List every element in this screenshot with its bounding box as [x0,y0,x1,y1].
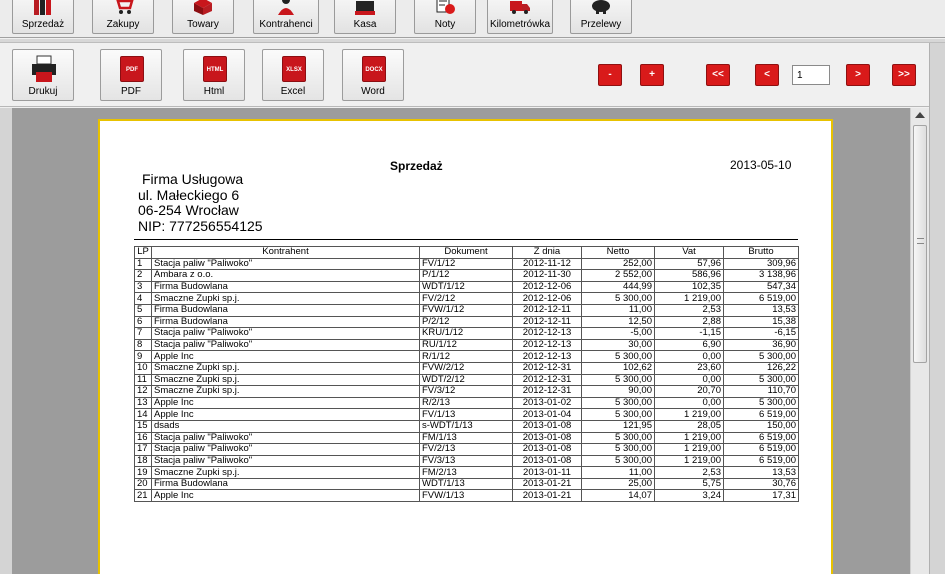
table-row [135,397,799,409]
table-row [135,351,799,363]
table-row [135,374,799,386]
table-row [135,362,799,374]
table-cell: 1 219,00 [655,455,724,467]
table-cell: FV/2/13 [420,444,513,456]
grip-icon [917,238,924,244]
table-cell: 12 [135,386,152,398]
table-cell: 5 300,00 [582,432,655,444]
table-row [135,328,799,340]
table-cell: 15 [135,420,152,432]
table-cell: 1 [135,258,152,270]
table-cell: -6,15 [724,328,799,340]
zoom-out-button[interactable]: - [598,64,622,86]
table-cell: 14 [135,409,152,421]
box-icon [192,0,214,15]
table-cell: FVW/1/13 [420,490,513,502]
table-cell: Smaczne Zupki sp.j. [152,362,420,374]
table-row [135,316,799,328]
table-cell: 5 [135,304,152,316]
contractors-label: Kontrahenci [259,19,313,30]
table-cell: 1 219,00 [655,444,724,456]
table-row [135,432,799,444]
purchases-button[interactable] [92,0,154,34]
table-cell: 6 519,00 [724,293,799,305]
table-cell: Stacja paliw "Paliwoko" [152,444,420,456]
last-page-button[interactable]: >> [892,64,916,86]
table-row [135,270,799,282]
table-cell: 2013-01-08 [513,420,582,432]
report-page [98,119,833,574]
table-row [135,304,799,316]
table-cell: Ambara z o.o. [152,270,420,282]
table-cell: 5 300,00 [724,351,799,363]
table-cell: 11,00 [582,304,655,316]
table-cell: 2013-01-02 [513,397,582,409]
excel-label: Excel [280,86,306,97]
table-cell: 2012-12-06 [513,281,582,293]
table-cell: 9 [135,351,152,363]
table-cell: 586,96 [655,270,724,282]
table-cell: 5 300,00 [582,455,655,467]
html-file-icon: HTML [203,56,227,82]
excel-export-button[interactable] [262,49,324,101]
table-cell: 2013-01-04 [513,409,582,421]
table-cell: Stacja paliw "Paliwoko" [152,258,420,270]
table-row [135,420,799,432]
table-cell: 2012-12-31 [513,386,582,398]
table-cell: 2013-01-08 [513,455,582,467]
table-cell: R/2/13 [420,397,513,409]
table-cell: 547,34 [724,281,799,293]
report-title: Sprzedaż [390,159,443,173]
table-cell: 90,00 [582,386,655,398]
print-label: Drukuj [28,86,58,97]
table-row [135,490,799,502]
table-cell: 2 [135,270,152,282]
table-cell: 13 [135,397,152,409]
table-cell: 20 [135,478,152,490]
table-cell: -1,15 [655,328,724,340]
table-cell: 2,88 [655,316,724,328]
table-cell: 5 300,00 [582,397,655,409]
table-cell: Smaczne Zupki sp.j. [152,467,420,479]
table-cell: FV/2/12 [420,293,513,305]
table-cell: 6,90 [655,339,724,351]
table-cell: 10 [135,362,152,374]
sales-label: Sprzedaż [21,19,65,30]
goods-button[interactable] [172,0,234,34]
table-cell: WDT/1/13 [420,478,513,490]
table-cell: 0,00 [655,397,724,409]
table-cell: Apple Inc [152,397,420,409]
table-cell: 2012-12-13 [513,328,582,340]
table-cell: 5 300,00 [582,409,655,421]
table-cell: 3 [135,281,152,293]
pdf-file-icon: PDF [120,56,144,82]
table-cell: 110,70 [724,386,799,398]
word-label: Word [361,86,385,97]
page-number-input[interactable] [792,65,830,85]
table-cell: FV/3/13 [420,455,513,467]
xlsx-file-icon: XLSX [282,56,306,82]
people-icon [275,0,297,15]
table-cell: 2013-01-21 [513,478,582,490]
table-cell: 30,76 [724,478,799,490]
table-cell: 2013-01-08 [513,444,582,456]
notes-label: Noty [434,19,456,30]
pdf-export-button[interactable] [100,49,162,101]
table-cell: 2013-01-08 [513,432,582,444]
table-cell: Firma Budowlana [152,304,420,316]
table-row [135,478,799,490]
table-cell: 7 [135,328,152,340]
table-cell: 5 300,00 [582,444,655,456]
report-date: 2013-05-10 [730,158,792,172]
table-cell: Stacja paliw "Paliwoko" [152,339,420,351]
table-cell: 6 [135,316,152,328]
table-cell: 20,70 [655,386,724,398]
table-row [135,258,799,270]
column-header: Dokument [420,247,513,259]
cash-label: Kasa [353,19,377,30]
table-cell: 5,75 [655,478,724,490]
prev-page-button[interactable]: < [755,64,779,86]
column-header: Vat [655,247,724,259]
table-header-row [135,247,799,259]
table-cell: 28,05 [655,420,724,432]
table-cell: 6 519,00 [724,444,799,456]
table-cell: FM/2/13 [420,467,513,479]
company-name: Firma Usługowa [142,171,244,187]
table-cell: 2012-12-13 [513,351,582,363]
table-row [135,293,799,305]
table-cell: 4 [135,293,152,305]
piggy-bank-icon [590,0,612,15]
table-cell: 8 [135,339,152,351]
header-divider [134,239,798,240]
company-street: ul. Małeckiego 6 [138,186,240,203]
purchases-label: Zakupy [106,19,140,30]
table-cell: -5,00 [582,328,655,340]
table-cell: 23,60 [655,362,724,374]
next-page-button[interactable]: > [846,64,870,86]
transfers-label: Przelewy [580,19,622,30]
left-frame [0,108,12,574]
table-cell: 2012-11-12 [513,258,582,270]
table-cell: 150,00 [724,420,799,432]
table-cell: 2,53 [655,467,724,479]
table-cell: 2012-12-31 [513,374,582,386]
main-toolbar [0,0,945,38]
table-cell: 2012-12-13 [513,339,582,351]
table-row [135,386,799,398]
table-cell: 2013-01-21 [513,490,582,502]
company-nip: NIP: 777256554125 [138,217,263,234]
table-cell: 16 [135,432,152,444]
books-icon [32,0,54,15]
table-cell: 15,38 [724,316,799,328]
table-row [135,455,799,467]
table-cell: 25,00 [582,478,655,490]
table-cell: Smaczne Zupki sp.j. [152,374,420,386]
contractors-button[interactable] [253,0,319,34]
table-cell: 6 519,00 [724,455,799,467]
table-cell: FVW/1/12 [420,304,513,316]
table-cell: 5 300,00 [582,293,655,305]
cash-button[interactable] [334,0,396,34]
table-cell: Stacja paliw "Paliwoko" [152,328,420,340]
table-cell: 102,35 [655,281,724,293]
scroll-thumb[interactable] [913,125,927,363]
table-cell: Smaczne Zupki sp.j. [152,293,420,305]
company-info [138,172,263,234]
sales-table [134,246,799,502]
table-cell: 2012-11-30 [513,270,582,282]
table-cell: 12,50 [582,316,655,328]
table-cell: 2012-12-11 [513,304,582,316]
table-cell: Firma Budowlana [152,478,420,490]
report-toolbar [0,43,945,107]
table-cell: 3 138,96 [724,270,799,282]
table-cell: Smaczne Zupki sp.j. [152,386,420,398]
zoom-in-button[interactable]: + [640,64,664,86]
mileage-button[interactable] [487,0,553,34]
table-cell: 13,53 [724,467,799,479]
table-cell: 2012-12-31 [513,362,582,374]
table-cell: 2012-12-06 [513,293,582,305]
table-row [135,339,799,351]
table-cell: 2,53 [655,304,724,316]
table-cell: 2013-01-11 [513,467,582,479]
first-page-button[interactable]: << [706,64,730,86]
table-cell: 0,00 [655,351,724,363]
table-cell: 5 300,00 [582,374,655,386]
table-cell: 17 [135,444,152,456]
column-header: Netto [582,247,655,259]
print-button[interactable] [12,49,74,101]
table-cell: FVW/2/12 [420,362,513,374]
goods-label: Towary [187,19,219,30]
printer-icon [31,55,57,83]
table-cell: 36,90 [724,339,799,351]
table-cell: Apple Inc [152,351,420,363]
scroll-up-icon[interactable] [915,112,925,118]
table-cell: 14,07 [582,490,655,502]
table-cell: s-WDT/1/13 [420,420,513,432]
table-cell: 19 [135,467,152,479]
table-cell: 5 300,00 [582,351,655,363]
transfers-button[interactable] [570,0,632,34]
table-cell: 444,99 [582,281,655,293]
table-cell: 18 [135,455,152,467]
table-cell: 102,62 [582,362,655,374]
report-preview[interactable] [12,108,910,574]
column-header: Brutto [724,247,799,259]
table-cell: 6 519,00 [724,409,799,421]
column-header: Kontrahent [152,247,420,259]
table-cell: WDT/2/12 [420,374,513,386]
table-cell: 0,00 [655,374,724,386]
company-city: 06-254 Wrocław [138,202,239,218]
mileage-label: Kilometrówka [489,19,551,30]
table-row [135,281,799,293]
table-cell: Firma Budowlana [152,281,420,293]
table-cell: WDT/1/12 [420,281,513,293]
table-cell: 5 300,00 [724,397,799,409]
cart-icon [112,0,134,15]
table-cell: Apple Inc [152,409,420,421]
table-cell: R/1/12 [420,351,513,363]
pdf-label: PDF [121,86,141,97]
table-cell: 6 519,00 [724,432,799,444]
table-cell: 121,95 [582,420,655,432]
html-export-button[interactable] [183,49,245,101]
table-cell: 5 300,00 [724,374,799,386]
column-header: Z dnia [513,247,582,259]
table-row [135,409,799,421]
table-cell: 1 219,00 [655,409,724,421]
notes-button[interactable] [414,0,476,34]
table-cell: 2 552,00 [582,270,655,282]
table-cell: FV/3/12 [420,386,513,398]
table-cell: Firma Budowlana [152,316,420,328]
sales-button[interactable] [12,0,74,34]
table-cell: 1 219,00 [655,293,724,305]
table-cell: 309,96 [724,258,799,270]
table-cell: RU/1/12 [420,339,513,351]
table-row [135,467,799,479]
html-label: Html [203,86,225,97]
column-header: LP [135,247,152,259]
truck-icon [509,0,531,15]
vertical-scrollbar[interactable] [910,108,929,574]
word-export-button[interactable] [342,49,404,101]
table-cell: 2012-12-11 [513,316,582,328]
table-cell: 57,96 [655,258,724,270]
table-cell: P/1/12 [420,270,513,282]
table-cell: 1 219,00 [655,432,724,444]
table-cell: Stacja paliw "Paliwoko" [152,455,420,467]
table-cell: P/2/12 [420,316,513,328]
table-cell: 252,00 [582,258,655,270]
table-cell: dsads [152,420,420,432]
table-cell: Apple Inc [152,490,420,502]
table-cell: 126,22 [724,362,799,374]
table-cell: 11,00 [582,467,655,479]
table-cell: 3,24 [655,490,724,502]
table-cell: 21 [135,490,152,502]
table-cell: Stacja paliw "Paliwoko" [152,432,420,444]
table-cell: 11 [135,374,152,386]
table-cell: FM/1/13 [420,432,513,444]
table-cell: FV/1/13 [420,409,513,421]
note-icon [434,0,456,15]
table-cell: FV/1/12 [420,258,513,270]
right-frame [929,43,945,574]
cash-register-icon [354,0,376,15]
table-cell: KRU/1/12 [420,328,513,340]
docx-file-icon: DOCX [362,56,386,82]
table-row [135,444,799,456]
table-cell: 30,00 [582,339,655,351]
table-cell: 13,53 [724,304,799,316]
table-cell: 17,31 [724,490,799,502]
